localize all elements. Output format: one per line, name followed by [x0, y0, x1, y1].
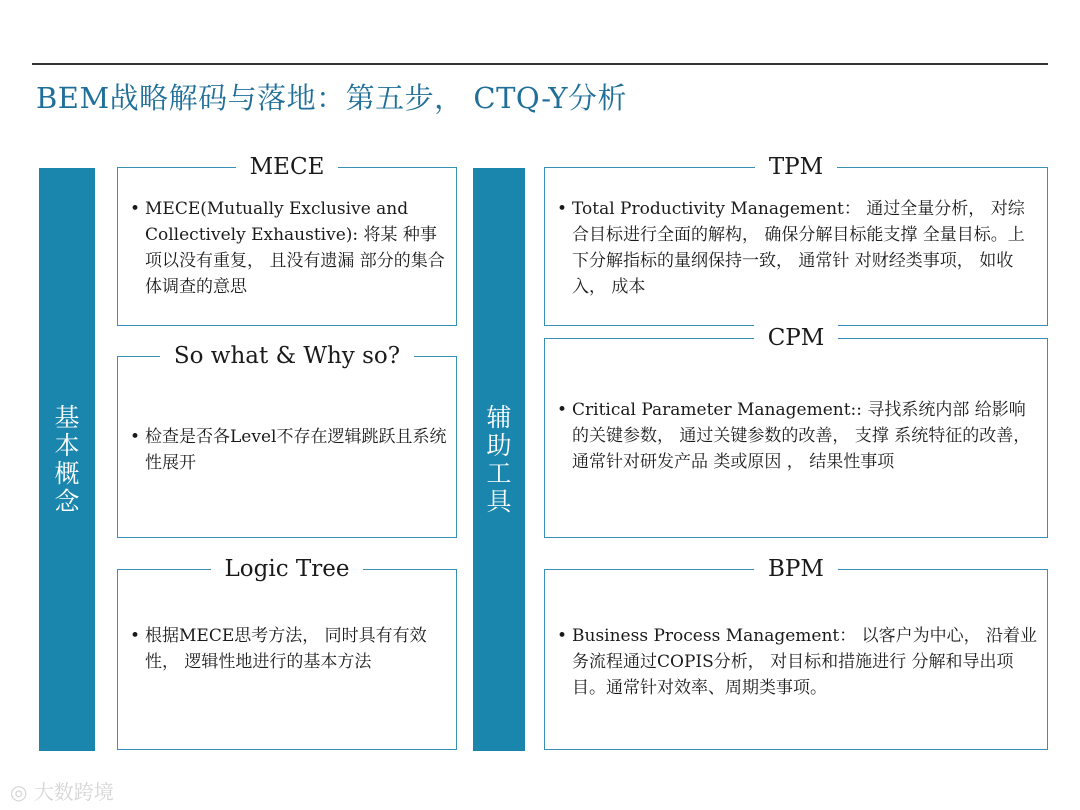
tool-box-tpm	[544, 154, 1048, 326]
auxiliary-tools-bar	[473, 168, 525, 751]
concept-title-so-what: So what & Why so?	[160, 343, 414, 369]
concept-text-logic-tree	[130, 623, 448, 675]
tool-title-cpm: CPM	[754, 325, 839, 351]
concept-title-mece: MECE	[236, 154, 339, 180]
watermark	[10, 776, 114, 805]
concept-text-mece	[130, 196, 448, 300]
tool-text-cpm-content: Critical Parameter Management:: 寻找系统内部 给影响的关键参数， 通过关键参数的改善， 支撑 系统特征的改善， 通常针对研发产品 类或原因 ， 结果性事项	[572, 400, 1031, 472]
page-title: BEM战略解码与落地：第五步， CTQ-Y分析	[36, 81, 628, 115]
tool-text-tpm	[557, 196, 1039, 300]
bullet-mark: •	[130, 626, 141, 646]
tool-text-bpm	[557, 623, 1039, 701]
concept-box-mece	[117, 154, 457, 326]
concept-box-logic-tree	[117, 556, 457, 750]
tool-text-bpm-content: Business Process Management： 以客户为中心， 沿着业务流程通过COPIS分析， 对目标和措施进行 分解和导出项目。通常针对效率、周期类事项。	[572, 626, 1038, 698]
bullet-mark: •	[557, 400, 568, 420]
concept-text-mece-content: MECE(Mutually Exclusive and Collectively Exhaustive): 将某 种事项以没有重复， 且没有遗漏 部分的集合体调查的意思	[145, 199, 445, 297]
top-rule	[32, 63, 1048, 65]
basic-concepts-label: 基本概念	[54, 402, 80, 516]
auxiliary-tools-label: 辅助工具	[486, 402, 512, 516]
bullet-mark: •	[557, 626, 568, 646]
bullet-mark: •	[130, 199, 141, 219]
tool-text-cpm	[557, 397, 1039, 475]
tool-title-tpm: TPM	[755, 154, 837, 180]
concept-text-so-what	[130, 424, 448, 476]
concept-box-so-what	[117, 343, 457, 538]
bullet-mark: •	[130, 427, 141, 447]
tool-title-bpm: BPM	[754, 556, 838, 582]
tool-box-bpm	[544, 556, 1048, 750]
watermark-logo-icon: ◎	[10, 780, 28, 804]
concept-text-so-what-content: 检查是否各Level不存在逻辑跳跃且系统性展开	[145, 427, 447, 473]
bullet-mark: •	[557, 199, 568, 219]
tool-text-tpm-content: Total Productivity Management： 通过全量分析， 对综合目标进行全面的解构， 确保分解目标能支撑 全量目标。上下分解指标的量纲保持一致， 通常针 对财经类事项， 如收入， 成本	[572, 199, 1025, 297]
concept-title-logic-tree: Logic Tree	[211, 556, 364, 582]
tool-box-cpm	[544, 325, 1048, 538]
concept-text-logic-tree-content: 根据MECE思考方法， 同时具有有效性， 逻辑性地进行的基本方法	[145, 626, 427, 672]
basic-concepts-bar	[39, 168, 95, 751]
watermark-text: 大数跨境	[33, 780, 114, 804]
